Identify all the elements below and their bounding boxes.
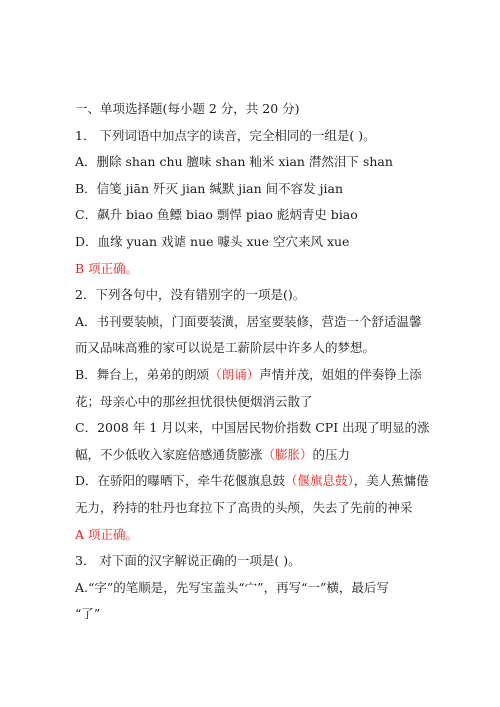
q2-option-d-2 — [75, 495, 435, 522]
section-heading — [75, 96, 435, 123]
line-text: A.“字”的笔顺是，先写宝盖头“宀”，再写“一”横，最后写 — [75, 579, 389, 595]
line-text: 而又品味高雅的家可以说是工薪阶层中许多人的梦想。 — [75, 340, 376, 356]
q1-option-c — [75, 202, 435, 229]
q2-stem — [75, 282, 435, 309]
line-text: 一、单项选择题(每小题 2 分，共 20 分) — [75, 101, 300, 116]
line-text: C．2008 年 1 月以来，中国居民物价指数 CPI 出现了明显的涨 — [75, 420, 430, 436]
line-text: ，美人蕉慵倦 — [353, 473, 429, 489]
line-text: 无力，矜持的牡丹也耷拉下了高贵的头颅，失去了先前的神采 — [75, 499, 413, 515]
line-text: B 项正确。 — [75, 260, 139, 276]
line-text: D．血缘 yuan 戏谑 nue 噱头 xue 空穴来风 xue — [75, 233, 350, 249]
line-text: 1． 下列词语中加点字的读音，完全相同的一组是( )。 — [75, 127, 376, 143]
q3-option-a-2 — [75, 601, 435, 628]
line-text: 声情并茂，姐姐的伴奏铮上添 — [259, 366, 422, 382]
q1-answer — [75, 256, 435, 283]
q2-option-a-1 — [75, 309, 435, 336]
q1-option-a — [75, 149, 435, 176]
line-text: “了” — [75, 606, 101, 622]
line-text: 的压力 — [312, 446, 351, 462]
q2-option-d-1 — [75, 468, 435, 495]
q3-option-a-1 — [75, 575, 435, 602]
q2-option-c-1 — [75, 415, 435, 442]
line-text: D．在骄阳的曝晒下，牵牛花偃旗息鼓 — [75, 473, 286, 489]
q1-option-b — [75, 176, 435, 203]
q3-stem — [75, 548, 435, 575]
line-text: B．舞台上，弟弟的朗颂 — [75, 366, 210, 382]
correction-note: （偃旗息鼓） — [285, 473, 354, 489]
line-text: A．删除 shan chu 膻味 shan 籼米 xian 潸然泪下 shan — [75, 154, 393, 170]
line-text: 2．下列各句中，没有错别字的一项是()。 — [75, 287, 306, 303]
q2-option-a-2 — [75, 335, 435, 362]
q2-option-b-1 — [75, 362, 435, 389]
line-text: 3． 对下面的汉字解说正确的一项是( )。 — [75, 553, 301, 569]
line-text: A 项正确。 — [75, 526, 139, 542]
q1-stem — [75, 123, 435, 150]
line-text: 花；母亲心中的那丝担忧很快便烟消云散了 — [75, 393, 313, 409]
correction-note: （朗诵） — [209, 366, 260, 382]
line-text: 幅，不少低收入家庭倍感通货膨涨 — [75, 446, 263, 462]
q2-option-c-2 — [75, 442, 435, 469]
document-body — [75, 96, 435, 628]
q2-answer — [75, 522, 435, 549]
line-text: B．信笺 jiān 歼灭 jian 缄默 jian 间不容发 jian — [75, 180, 344, 196]
q2-option-b-2 — [75, 389, 435, 416]
line-text: A．书刊要装帧，门面要装潢，居室要装修，营造一个舒适温馨 — [75, 313, 422, 329]
line-text: C．飙升 biao 鱼鳔 biao 剽悍 piao 彪炳青史 biao — [75, 207, 358, 223]
correction-note: （膨胀） — [262, 446, 313, 462]
q1-option-d — [75, 229, 435, 256]
